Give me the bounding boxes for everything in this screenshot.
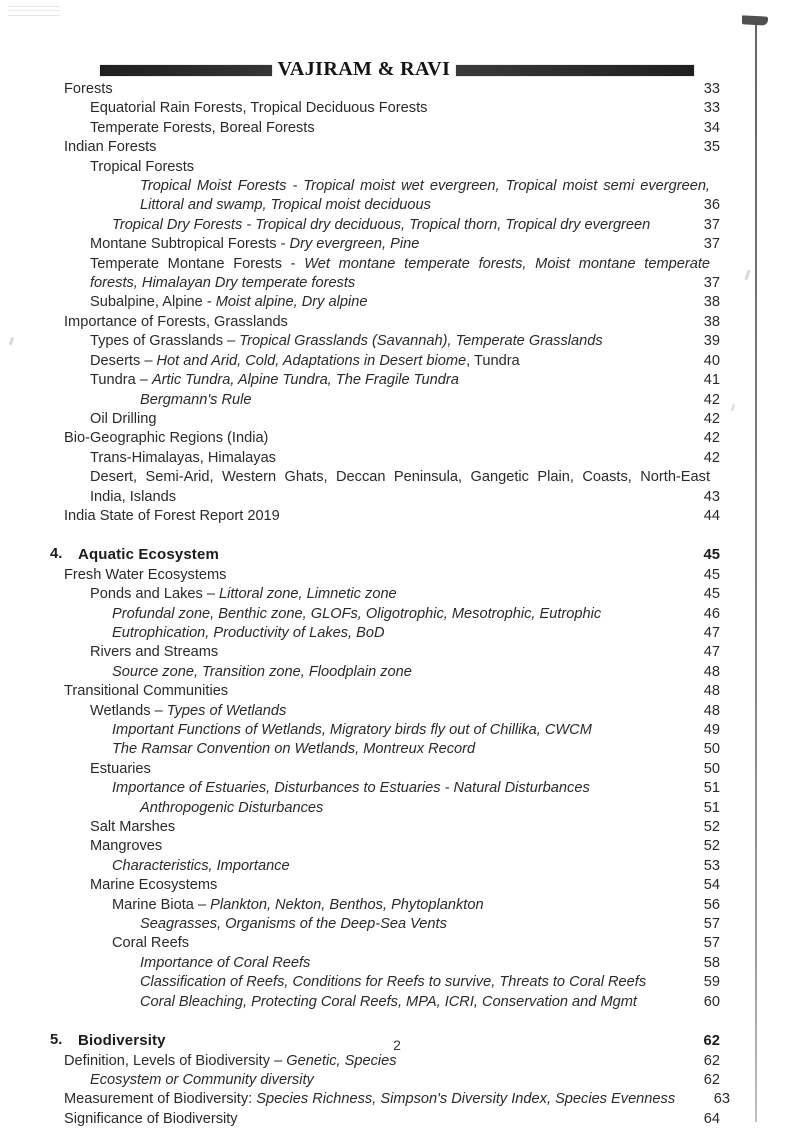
toc-entry[interactable] (0, 255, 794, 294)
toc-entry-page-number: 37 (703, 216, 720, 233)
toc-entry-page-number: 42 (703, 449, 720, 466)
toc-entry-page-number: 54 (703, 877, 720, 894)
toc-entry-page-number: 51 (703, 780, 720, 797)
toc-entry[interactable] (0, 216, 794, 235)
publisher-title: VAJIRAM & RAVI (277, 58, 451, 80)
chapter-page-number: 45 (703, 547, 720, 564)
toc-entry[interactable] (0, 119, 794, 138)
chapter-number: 4. (50, 546, 63, 563)
toc-entry-page-number: 47 (703, 624, 720, 641)
header-rule-right (456, 65, 694, 76)
toc-entry-page-number: 64 (703, 1110, 720, 1127)
toc-entry[interactable] (0, 779, 794, 798)
toc-entry[interactable] (0, 1090, 794, 1109)
toc-entry-page-number: 52 (703, 819, 720, 836)
toc-entry-label: Anthropogenic Disturbances (140, 799, 324, 816)
toc-entry-label: Rivers and Streams (90, 644, 219, 661)
toc-entry[interactable] (0, 585, 794, 604)
toc-entry-label: Bio-Geographic Regions (India) (64, 430, 269, 447)
toc-entry-page-number: 50 (703, 741, 720, 758)
toc-entry-label: Tropical Forests (90, 158, 195, 175)
toc-entry[interactable] (0, 876, 794, 895)
toc-entry-page-number: 37 (703, 236, 720, 253)
toc-entry-label: Wetlands – Types of Wetlands (90, 702, 287, 719)
toc-entry[interactable] (0, 934, 794, 953)
toc-entry-label: Salt Marshes (90, 819, 176, 836)
toc-entry[interactable] (0, 80, 794, 99)
toc-entry[interactable] (0, 1052, 794, 1071)
toc-entry-page-number: 34 (703, 119, 720, 136)
toc-entry[interactable] (0, 740, 794, 759)
section-spacer (0, 1012, 794, 1031)
toc-entry[interactable] (0, 1110, 794, 1129)
toc-entry[interactable] (0, 605, 794, 624)
toc-entry-label: Estuaries (90, 760, 151, 777)
toc-entry-label: Definition, Levels of Biodiversity – Genetic, Species (64, 1052, 397, 1069)
toc-entry-label: Tropical Moist Forests - Tropical moist wet evergreen, Tropical moist semi evergreen, Littoral and swamp, Tropical moist deciduous (140, 178, 710, 214)
toc-entry-page-number: 53 (703, 857, 720, 874)
toc-entry-page-number: 40 (703, 352, 720, 369)
toc-entry[interactable] (0, 993, 794, 1012)
page-number: 2 (393, 1037, 401, 1053)
toc-entry-page-number: 35 (703, 139, 720, 156)
toc-entry[interactable] (0, 429, 794, 448)
toc-entry-label: Mangroves (90, 838, 163, 855)
toc-entry[interactable] (0, 235, 794, 254)
toc-entry-page-number: 48 (703, 702, 720, 719)
toc-entry[interactable] (0, 915, 794, 934)
section-spacer (0, 526, 794, 545)
toc-entry[interactable] (0, 293, 794, 312)
toc-entry[interactable] (0, 663, 794, 682)
toc-entry-label: Marine Biota – Plankton, Nekton, Benthos, Phytoplankton (112, 896, 484, 913)
toc-entry[interactable] (0, 837, 794, 856)
toc-entry-page-number: 39 (703, 333, 720, 350)
toc-entry-label: Montane Subtropical Forests - Dry evergreen, Pine (90, 236, 420, 253)
toc-entry-page-number: 38 (703, 294, 720, 311)
toc-entry-label: Tundra – Artic Tundra, Alpine Tundra, The Fragile Tundra (90, 372, 459, 389)
toc-entry-label: Subalpine, Alpine - Moist alpine, Dry alpine (90, 294, 368, 311)
toc-entry-page-number: 45 (703, 566, 720, 583)
toc-entry-page-number: 46 (703, 605, 720, 622)
toc-entry-page-number: 49 (703, 722, 720, 738)
header-rule-left (100, 65, 272, 76)
toc-entry-page-number: 48 (703, 683, 720, 700)
toc-entry-page-number: 48 (703, 663, 720, 680)
toc-entry-label: Classification of Reefs, Conditions for Reefs to survive, Threats to Coral Reefs (140, 974, 647, 991)
toc-entry[interactable] (0, 410, 794, 429)
toc-entry-label: Importance of Coral Reefs (140, 954, 311, 971)
toc-entry-label: Tropical Dry Forests - Tropical dry deciduous, Tropical thorn, Tropical dry evergreen (112, 216, 651, 233)
toc-entry[interactable] (0, 643, 794, 662)
page-footer (0, 1037, 794, 1053)
toc-entry[interactable] (0, 760, 794, 779)
toc-entry[interactable] (0, 391, 794, 410)
chapter-title: Biodiversity (78, 1032, 166, 1050)
chapter-number: 5. (50, 1032, 63, 1049)
toc-entry[interactable] (0, 352, 794, 371)
page-header (0, 58, 794, 82)
toc-entry-page-number: 45 (703, 586, 720, 603)
toc-entry-page-number: 36 (703, 197, 720, 214)
toc-entry-page-number: 47 (703, 644, 720, 661)
toc-entry-page-number: 43 (703, 488, 720, 505)
toc-entry-page-number: 33 (703, 100, 720, 117)
toc-entry-page-number: 57 (703, 935, 720, 952)
toc-entry-label: Desert, Semi-Arid, Western Ghats, Deccan Peninsula, Gangetic Plain, Coasts, North-East India, Islands (90, 469, 710, 505)
toc-entry[interactable] (0, 954, 794, 973)
toc-entry-label: Bergmann's Rule (140, 391, 252, 408)
toc-entry-page-number: 44 (703, 507, 720, 524)
toc-entry-page-number: 42 (703, 391, 720, 408)
toc-entry[interactable] (0, 468, 794, 507)
toc-entry[interactable] (0, 896, 794, 915)
toc-entry-label: Importance of Forests, Grasslands (64, 313, 288, 330)
chapter-title: Aquatic Ecosystem (78, 546, 219, 564)
toc-entry-label: Trans-Himalayas, Himalayas (90, 449, 276, 466)
table-of-contents (0, 80, 794, 1129)
toc-entry[interactable] (0, 449, 794, 468)
toc-entry-label: Oil Drilling (90, 410, 157, 427)
toc-entry-label: Fresh Water Ecosystems (64, 566, 227, 583)
toc-entry[interactable] (0, 702, 794, 721)
toc-entry[interactable] (0, 177, 794, 216)
chapter-page-number: 62 (703, 1033, 720, 1050)
toc-entry[interactable] (0, 138, 794, 157)
toc-entry-label: Profundal zone, Benthic zone, GLOFs, Oligotrophic, Mesotrophic, Eutrophic (112, 605, 602, 622)
toc-entry[interactable] (0, 818, 794, 837)
toc-entry-label: Marine Ecosystems (90, 877, 218, 894)
toc-entry-label: India State of Forest Report 2019 (64, 507, 280, 524)
toc-entry-page-number: 38 (703, 313, 720, 330)
toc-entry-label: Measurement of Biodiversity: Species Richness, Simpson's Diversity Index, Species Evenness (64, 1091, 676, 1108)
toc-entry-page-number: 56 (703, 896, 720, 913)
toc-entry-label: Ponds and Lakes – Littoral zone, Limnetic zone (90, 586, 397, 603)
toc-entry[interactable] (0, 158, 794, 177)
toc-entry-label: Important Functions of Wetlands, Migratory birds fly out of Chillika, CWCM (112, 722, 592, 738)
toc-entry-label: Types of Grasslands – Tropical Grasslands (Savannah), Temperate Grasslands (90, 333, 603, 350)
toc-entry[interactable] (0, 799, 794, 818)
toc-entry-label: The Ramsar Convention on Wetlands, Montreux Record (112, 741, 476, 758)
toc-entry[interactable] (0, 721, 794, 740)
toc-entry-label: Seagrasses, Organisms of the Deep-Sea Vents (140, 916, 447, 933)
toc-entry[interactable] (0, 857, 794, 876)
toc-entry-page-number: 42 (703, 410, 720, 427)
toc-entry-page-number: 62 (703, 1071, 720, 1088)
toc-entry-label: Eutrophication, Productivity of Lakes, BoD (112, 624, 385, 641)
toc-entry-page-number: 57 (703, 916, 720, 933)
toc-entry-label: Coral Bleaching, Protecting Coral Reefs, MPA, ICRI, Conservation and Mgmt (140, 993, 637, 1010)
toc-entry[interactable] (0, 371, 794, 390)
toc-entry[interactable] (0, 1071, 794, 1090)
toc-entry-label: Temperate Forests, Boreal Forests (90, 119, 315, 136)
toc-entry[interactable] (0, 566, 794, 585)
toc-entry[interactable] (0, 332, 794, 351)
toc-entry-page-number: 41 (703, 372, 720, 389)
toc-entry-page-number: 58 (703, 954, 720, 971)
toc-chapter-row[interactable] (0, 545, 794, 565)
toc-entry-label: Transitional Communities (64, 683, 229, 700)
toc-entry-label: Coral Reefs (112, 935, 190, 952)
toc-entry-label: Source zone, Transition zone, Floodplain zone (112, 663, 412, 680)
toc-entry[interactable] (0, 313, 794, 332)
toc-entry-page-number: 50 (703, 760, 720, 777)
toc-entry-page-number: 63 (713, 1091, 730, 1108)
toc-entry-label: Temperate Montane Forests - Wet montane temperate forests, Moist montane temperate forests, Himalayan Dry temperate forests (90, 255, 710, 292)
toc-entry-label: Equatorial Rain Forests, Tropical Deciduous Forests (90, 100, 428, 117)
toc-entry-page-number: 52 (703, 838, 720, 855)
toc-entry-page-number: 33 (703, 81, 720, 97)
toc-entry-label: Indian Forests (64, 139, 157, 156)
toc-entry[interactable] (0, 99, 794, 118)
toc-entry[interactable] (0, 507, 794, 526)
scan-smudge-artifact (8, 6, 60, 28)
toc-entry-label: Forests (64, 81, 113, 97)
toc-entry-label: Characteristics, Importance (112, 857, 290, 874)
toc-entry-page-number: 51 (703, 799, 720, 816)
toc-entry-label: Significance of Biodiversity (64, 1110, 238, 1127)
toc-entry[interactable] (0, 624, 794, 643)
toc-entry-page-number: 59 (703, 974, 720, 991)
toc-entry-label: Deserts – Hot and Arid, Cold, Adaptations in Desert biome, Tundra (90, 352, 520, 369)
toc-entry-page-number: 37 (703, 275, 720, 292)
toc-entry-label: Ecosystem or Community diversity (90, 1071, 314, 1088)
toc-entry[interactable] (0, 973, 794, 992)
toc-entry-page-number: 62 (703, 1052, 720, 1069)
toc-entry[interactable] (0, 682, 794, 701)
toc-entry-label: Importance of Estuaries, Disturbances to Estuaries - Natural Disturbances (112, 780, 590, 797)
toc-entry-page-number: 60 (703, 993, 720, 1010)
toc-entry-page-number: 42 (703, 430, 720, 447)
